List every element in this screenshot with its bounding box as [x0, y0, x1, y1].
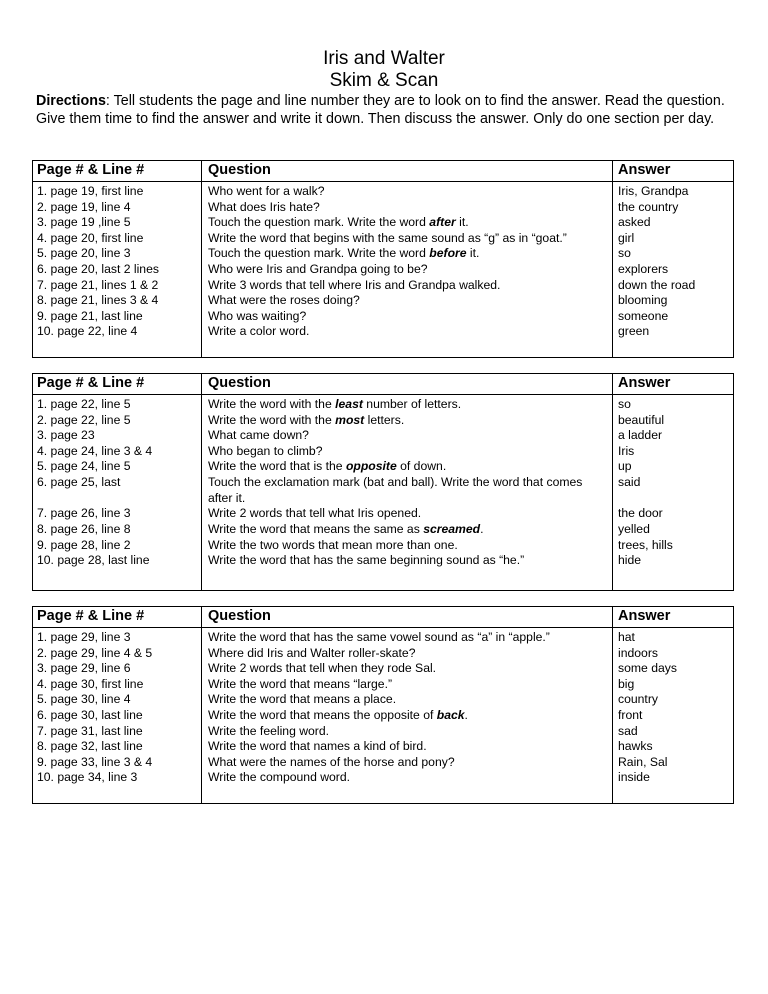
- answer-cell: country: [618, 692, 658, 707]
- question-text: Touch the question mark. Write the word: [208, 246, 430, 261]
- question-text: Write the feeling word.: [208, 723, 330, 738]
- section-2-table: [32, 373, 734, 591]
- page-line-cell: 8. page 26, line 8: [37, 522, 131, 537]
- table-row: [33, 553, 733, 569]
- question-cell: [208, 755, 455, 771]
- question-cell: [208, 413, 404, 429]
- page-line-cell: 4. page 20, first line: [37, 230, 144, 245]
- directions-label: Directions: [36, 93, 106, 109]
- page-line-cell: 5. page 20, line 3: [37, 246, 131, 261]
- table-row: [33, 293, 733, 309]
- answer-cell: so: [618, 246, 631, 261]
- page-subtitle: Skim & Scan: [329, 70, 439, 91]
- question-text: Write the word that means “large.”: [208, 676, 393, 691]
- question-text: Write the word that means a place.: [208, 692, 397, 707]
- question-cell: [208, 184, 325, 200]
- question-text: Write the word that names a kind of bird.: [208, 739, 427, 754]
- table-row: [33, 413, 733, 429]
- table-row: [33, 184, 733, 200]
- header-question: Question: [208, 162, 271, 178]
- table-row: [33, 739, 733, 755]
- answer-cell: inside: [618, 770, 650, 785]
- question-cell: [208, 553, 524, 569]
- answer-cell: the door: [618, 506, 663, 521]
- question-cell: [208, 630, 550, 646]
- question-text: Write the word with the: [208, 412, 336, 427]
- question-text: Write the word with the: [208, 397, 336, 411]
- question-text: What came down?: [208, 428, 309, 443]
- question-cell: [208, 661, 436, 677]
- page-line-cell: 2. page 19, line 4: [37, 199, 131, 214]
- question-cell: [208, 278, 500, 294]
- question-text: Who began to climb?: [208, 443, 323, 458]
- answer-cell: Iris: [618, 443, 635, 458]
- table-row: [33, 428, 733, 444]
- table-row: [33, 708, 733, 724]
- question-cell: [208, 506, 421, 522]
- answer-cell: hat: [618, 630, 635, 644]
- question-cell: [208, 475, 608, 506]
- question-cell: [208, 309, 306, 325]
- question-text: number of letters.: [362, 397, 462, 411]
- page-title: Iris and Walter: [323, 48, 445, 69]
- section-3-table: [32, 606, 734, 804]
- answer-cell: hide: [618, 553, 642, 568]
- emphasized-word: after: [429, 215, 456, 230]
- table-row: [33, 538, 733, 554]
- answer-cell: so: [618, 397, 631, 411]
- table-header: [33, 374, 733, 395]
- question-cell: [208, 538, 458, 554]
- table-row: [33, 444, 733, 460]
- header-question: Question: [208, 608, 271, 624]
- answer-cell: asked: [618, 215, 651, 230]
- question-cell: [208, 677, 392, 693]
- emphasized-word: opposite: [345, 459, 397, 474]
- page-line-cell: 3. page 29, line 6: [37, 661, 131, 676]
- question-cell: [208, 324, 309, 340]
- question-text: Touch the question mark. Write the word: [208, 215, 430, 230]
- table-header: [33, 607, 733, 628]
- directions: [36, 92, 736, 128]
- answer-cell: trees, hills: [618, 537, 673, 552]
- page-line-cell: 10. page 28, last line: [37, 553, 150, 568]
- answer-cell: a ladder: [618, 428, 663, 443]
- question-text: What were the names of the horse and pony?: [208, 754, 455, 769]
- table-row: [33, 770, 733, 786]
- question-cell: [208, 262, 428, 278]
- table-header: [33, 161, 733, 182]
- page-line-cell: 5. page 24, line 5: [37, 459, 131, 474]
- question-text: it.: [455, 215, 469, 230]
- question-text: Write 2 words that tell when they rode Sal.: [208, 661, 437, 676]
- question-text: Write 3 words that tell where Iris and Grandpa walked.: [208, 277, 501, 292]
- page-line-cell: 7. page 26, line 3: [37, 506, 131, 521]
- question-text: Who was waiting?: [208, 308, 307, 323]
- table-row: [33, 630, 733, 646]
- table-row: [33, 200, 733, 216]
- header-answer: Answer: [618, 608, 671, 624]
- question-text: Write the word that begins with the same sound as “g” as in “goat.”: [208, 230, 567, 245]
- table-row: [33, 522, 733, 538]
- answer-cell: yelled: [618, 522, 650, 537]
- page-line-cell: 10. page 34, line 3: [37, 770, 138, 785]
- page-line-cell: 9. page 21, last line: [37, 308, 143, 323]
- answer-cell: green: [618, 324, 650, 339]
- table-row: [33, 724, 733, 740]
- question-text: .: [464, 707, 468, 722]
- question-text: letters.: [364, 412, 405, 427]
- page-line-cell: 5. page 30, line 4: [37, 692, 131, 707]
- table-row: [33, 677, 733, 693]
- table-row: [33, 506, 733, 522]
- question-text: Write the compound word.: [208, 770, 351, 785]
- answer-cell: sad: [618, 723, 638, 738]
- question-cell: [208, 215, 469, 231]
- header-answer: Answer: [618, 162, 671, 178]
- answer-cell: front: [618, 707, 643, 722]
- answer-cell: some days: [618, 661, 677, 676]
- question-cell: [208, 724, 329, 740]
- page-line-cell: 8. page 21, lines 3 & 4: [37, 293, 159, 308]
- answer-cell: Rain, Sal: [618, 754, 668, 769]
- question-text: Where did Iris and Walter roller-skate?: [208, 645, 416, 660]
- question-text: Touch the exclamation mark (bat and ball). Write the word that comes after it.: [208, 474, 583, 505]
- answer-cell: hawks: [618, 739, 653, 754]
- answer-cell: indoors: [618, 645, 658, 660]
- header-page-line: Page # & Line #: [37, 608, 145, 624]
- page-line-cell: 3. page 19 ,line 5: [37, 215, 131, 230]
- page-line-cell: 9. page 33, line 3 & 4: [37, 754, 153, 769]
- answer-cell: someone: [618, 308, 669, 323]
- emphasized-word: least: [335, 397, 363, 411]
- emphasized-word: screamed: [423, 522, 481, 537]
- question-text: What were the roses doing?: [208, 293, 360, 308]
- answer-cell: Iris, Grandpa: [618, 184, 689, 198]
- header-page-line: Page # & Line #: [37, 375, 145, 391]
- page-line-cell: 1. page 22, line 5: [37, 397, 131, 411]
- page-line-cell: 6. page 20, last 2 lines: [37, 261, 159, 276]
- question-cell: [208, 522, 484, 538]
- question-cell: [208, 739, 427, 755]
- question-cell: [208, 708, 468, 724]
- page-line-cell: 2. page 22, line 5: [37, 412, 131, 427]
- question-text: Who were Iris and Grandpa going to be?: [208, 261, 428, 276]
- answer-cell: beautiful: [618, 412, 665, 427]
- question-cell: [208, 646, 416, 662]
- question-text: .: [480, 522, 484, 537]
- answer-cell: down the road: [618, 277, 696, 292]
- question-cell: [208, 459, 446, 475]
- table-row: [33, 262, 733, 278]
- page-line-cell: 9. page 28, line 2: [37, 537, 131, 552]
- question-text: of down.: [396, 459, 447, 474]
- table-row: [33, 475, 733, 507]
- emphasized-word: back: [436, 707, 465, 722]
- question-cell: [208, 444, 323, 460]
- header-question: Question: [208, 375, 271, 391]
- question-cell: [208, 293, 360, 309]
- question-cell: [208, 231, 567, 247]
- question-text: Write a color word.: [208, 324, 310, 339]
- question-text: Write the word that has the same vowel sound as “a” in “apple.”: [208, 630, 550, 644]
- answer-cell: girl: [618, 230, 635, 245]
- table-row: [33, 646, 733, 662]
- page-line-cell: 8. page 32, last line: [37, 739, 143, 754]
- answer-cell: said: [618, 474, 641, 489]
- page-line-cell: 7. page 31, last line: [37, 723, 143, 738]
- question-text: it.: [466, 246, 480, 261]
- answer-cell: big: [618, 676, 635, 691]
- question-text: What does Iris hate?: [208, 199, 320, 214]
- answer-cell: up: [618, 459, 632, 474]
- table-row: [33, 231, 733, 247]
- question-cell: [208, 397, 461, 413]
- emphasized-word: most: [335, 412, 365, 427]
- answer-cell: explorers: [618, 261, 669, 276]
- table-row: [33, 661, 733, 677]
- table-row: [33, 755, 733, 771]
- page-line-cell: 7. page 21, lines 1 & 2: [37, 277, 159, 292]
- question-text: Write the word that has the same beginning sound as “he.”: [208, 553, 525, 568]
- question-cell: [208, 770, 350, 786]
- question-text: Write the word that means the same as: [208, 522, 424, 537]
- page-line-cell: 2. page 29, line 4 & 5: [37, 645, 153, 660]
- page-line-cell: 10. page 22, line 4: [37, 324, 138, 339]
- table-row: [33, 215, 733, 231]
- question-cell: [208, 428, 309, 444]
- page-line-cell: 1. page 19, first line: [37, 184, 144, 198]
- page-line-cell: 4. page 24, line 3 & 4: [37, 443, 153, 458]
- table-row: [33, 246, 733, 262]
- page-line-cell: 1. page 29, line 3: [37, 630, 131, 644]
- table-row: [33, 692, 733, 708]
- table-row: [33, 278, 733, 294]
- question-cell: [208, 246, 479, 262]
- table-row: [33, 397, 733, 413]
- question-text: Write the word that means the opposite of: [208, 707, 437, 722]
- question-text: Write the two words that mean more than one.: [208, 537, 458, 552]
- question-text: Who went for a walk?: [208, 184, 325, 198]
- header-answer: Answer: [618, 375, 671, 391]
- table-row: [33, 309, 733, 325]
- page-line-cell: 6. page 25, last: [37, 474, 121, 489]
- question-cell: [208, 692, 396, 708]
- section-1-table: [32, 160, 734, 358]
- question-cell: [208, 200, 320, 216]
- question-text: Write the word that is the: [208, 459, 346, 474]
- answer-cell: blooming: [618, 293, 668, 308]
- table-row: [33, 324, 733, 340]
- emphasized-word: before: [429, 246, 467, 261]
- table-row: [33, 459, 733, 475]
- page-line-cell: 4. page 30, first line: [37, 676, 144, 691]
- directions-text: : Tell students the page and line number they are to look on to find the answer. Read the question. Give them time to find the answer and write it down. Then discuss the answer. Only do one section per day.: [36, 93, 725, 127]
- question-text: Write 2 words that tell what Iris opened.: [208, 506, 422, 521]
- header-page-line: Page # & Line #: [37, 162, 145, 178]
- page-line-cell: 6. page 30, last line: [37, 707, 143, 722]
- answer-cell: the country: [618, 199, 679, 214]
- page-line-cell: 3. page 23: [37, 428, 95, 443]
